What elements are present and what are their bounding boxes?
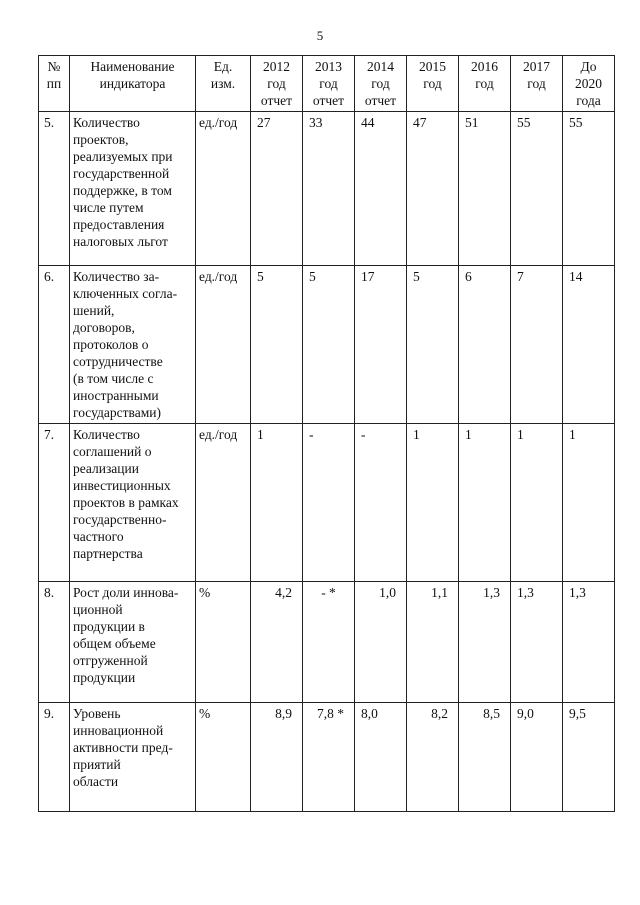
header-2015: 2015 год	[407, 56, 459, 112]
table-row	[39, 424, 615, 582]
indicator-name: Количество за- ключенных согла- шений, договоров, протоколов о сотрудничестве (в том числе с иностранными государствами)	[70, 266, 196, 424]
value-2014: 44	[355, 112, 407, 266]
table-row	[39, 112, 615, 266]
value-2015: 8,2	[407, 703, 459, 812]
value-2016: 51	[459, 112, 511, 266]
value-2020: 14	[563, 266, 615, 424]
header-2016: 2016 год	[459, 56, 511, 112]
value-2012: 8,9	[251, 703, 303, 812]
value-2014: -	[355, 424, 407, 582]
header-name: Наименование индикатора	[70, 56, 196, 112]
unit-cell: %	[196, 703, 251, 812]
header-row	[39, 56, 615, 112]
value-2013: 33	[303, 112, 355, 266]
value-2020: 1	[563, 424, 615, 582]
value-2017: 55	[511, 112, 563, 266]
value-2016: 6	[459, 266, 511, 424]
header-2013: 2013 год отчет	[303, 56, 355, 112]
header-unit: Ед. изм.	[196, 56, 251, 112]
header-num: № пп	[39, 56, 70, 112]
value-2020: 1,3	[563, 582, 615, 703]
value-2017: 1,3	[511, 582, 563, 703]
header-2012: 2012 год отчет	[251, 56, 303, 112]
value-2017: 9,0	[511, 703, 563, 812]
value-2020: 55	[563, 112, 615, 266]
value-2012: 5	[251, 266, 303, 424]
indicator-name: Рост доли иннова- ционной продукции в общем объеме отгруженной продукции	[70, 582, 196, 703]
value-2013: -	[303, 424, 355, 582]
value-2013: - *	[303, 582, 355, 703]
indicator-name: Уровень инновационной активности пред- приятий области	[70, 703, 196, 812]
value-2016: 1	[459, 424, 511, 582]
value-2016: 8,5	[459, 703, 511, 812]
value-2014: 1,0	[355, 582, 407, 703]
row-number: 7.	[39, 424, 70, 582]
header-2020: До 2020 года	[563, 56, 615, 112]
row-number: 9.	[39, 703, 70, 812]
value-2015: 1	[407, 424, 459, 582]
value-2012: 27	[251, 112, 303, 266]
unit-cell: %	[196, 582, 251, 703]
row-number: 5.	[39, 112, 70, 266]
value-2015: 1,1	[407, 582, 459, 703]
value-2013: 5	[303, 266, 355, 424]
row-number: 8.	[39, 582, 70, 703]
value-2017: 7	[511, 266, 563, 424]
value-2020: 9,5	[563, 703, 615, 812]
indicator-name: Количество соглашений о реализации инвестиционных проектов в рамках государственно- частного партнерства	[70, 424, 196, 582]
unit-cell: ед./год	[196, 266, 251, 424]
table-row	[39, 582, 615, 703]
value-2014: 8,0	[355, 703, 407, 812]
value-2016: 1,3	[459, 582, 511, 703]
table-row	[39, 266, 615, 424]
value-2014: 17	[355, 266, 407, 424]
table-row	[39, 703, 615, 812]
value-2012: 1	[251, 424, 303, 582]
value-2012: 4,2	[251, 582, 303, 703]
page-number: 5	[316, 28, 324, 43]
unit-cell: ед./год	[196, 424, 251, 582]
indicators-table	[38, 55, 615, 812]
header-2017: 2017 год	[511, 56, 563, 112]
indicator-name: Количество проектов, реализуемых при государственной поддержке, в том числе путем предоставления налоговых льгот	[70, 112, 196, 266]
value-2015: 47	[407, 112, 459, 266]
header-2014: 2014 год отчет	[355, 56, 407, 112]
row-number: 6.	[39, 266, 70, 424]
value-2015: 5	[407, 266, 459, 424]
value-2017: 1	[511, 424, 563, 582]
value-2013: 7,8 *	[303, 703, 355, 812]
unit-cell: ед./год	[196, 112, 251, 266]
